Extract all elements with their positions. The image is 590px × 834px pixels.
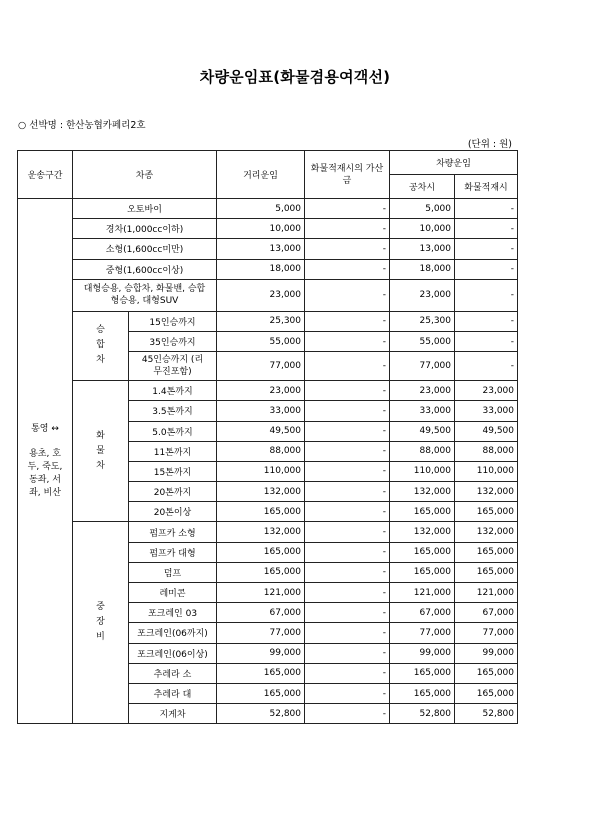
cargo-surcharge: -: [305, 352, 390, 381]
loaded-fare: -: [455, 352, 518, 381]
header-distance-fare: 거리운임: [217, 151, 305, 199]
distance-fare: 88,000: [217, 441, 305, 461]
cargo-surcharge: -: [305, 199, 390, 219]
table-row: [18, 219, 518, 239]
unit-note: (단위 : 원): [467, 139, 512, 150]
vehicle-name: 15인승까지: [129, 311, 217, 331]
loaded-fare: 67,000: [455, 603, 518, 623]
loaded-fare: 52,800: [455, 704, 518, 724]
distance-fare: 55,000: [217, 331, 305, 351]
empty-fare: 165,000: [390, 562, 455, 582]
vehicle-name: 소형(1,600cc미만): [73, 239, 217, 259]
distance-fare: 165,000: [217, 663, 305, 683]
vessel-name: ○ 선박명 : 한산농협카페리2호: [18, 120, 146, 131]
cargo-surcharge: -: [305, 441, 390, 461]
header-loaded: 화물적재시: [455, 175, 518, 199]
distance-fare: 18,000: [217, 259, 305, 279]
vehicle-name: 11톤까지: [129, 441, 217, 461]
loaded-fare: 110,000: [455, 461, 518, 481]
vehicle-name: 대형승용, 승합차, 화물밴, 승합형승용, 대형SUV: [73, 279, 217, 311]
cargo-surcharge: -: [305, 331, 390, 351]
group-truck: 화 물 차: [73, 381, 129, 522]
vehicle-name: 45인승까지 (리무진포함): [129, 352, 217, 381]
empty-fare: 77,000: [390, 623, 455, 643]
table-row: [18, 259, 518, 279]
cargo-surcharge: -: [305, 381, 390, 401]
cargo-surcharge: -: [305, 583, 390, 603]
loaded-fare: -: [455, 219, 518, 239]
table-row: [18, 199, 518, 219]
cargo-surcharge: -: [305, 311, 390, 331]
distance-fare: 165,000: [217, 562, 305, 582]
distance-fare: 23,000: [217, 279, 305, 311]
empty-fare: 25,300: [390, 311, 455, 331]
empty-fare: 23,000: [390, 381, 455, 401]
loaded-fare: 132,000: [455, 482, 518, 502]
table-row: [18, 522, 518, 542]
empty-fare: 132,000: [390, 522, 455, 542]
header-cargo-surcharge: 화물적재시의 가산금: [305, 151, 390, 199]
table-row: [18, 311, 518, 331]
cargo-surcharge: -: [305, 623, 390, 643]
loaded-fare: 23,000: [455, 381, 518, 401]
cargo-surcharge: -: [305, 482, 390, 502]
table-row: [18, 381, 518, 401]
distance-fare: 77,000: [217, 623, 305, 643]
distance-fare: 77,000: [217, 352, 305, 381]
group-heavy: 중 장 비: [73, 522, 129, 724]
cargo-surcharge: -: [305, 239, 390, 259]
loaded-fare: -: [455, 279, 518, 311]
route-cell: [18, 199, 73, 724]
vehicle-name: 지게차: [129, 704, 217, 724]
loaded-fare: 165,000: [455, 542, 518, 562]
empty-fare: 88,000: [390, 441, 455, 461]
vehicle-name: 20톤까지: [129, 482, 217, 502]
distance-fare: 52,800: [217, 704, 305, 724]
document-title: 차량운임표(화물겸용여객선): [199, 68, 391, 86]
cargo-surcharge: -: [305, 522, 390, 542]
distance-fare: 67,000: [217, 603, 305, 623]
vehicle-name: 포크레인(06까지): [129, 623, 217, 643]
distance-fare: 121,000: [217, 583, 305, 603]
distance-fare: 110,000: [217, 461, 305, 481]
vehicle-name: 펌프카 대형: [129, 542, 217, 562]
vehicle-name: 15톤까지: [129, 461, 217, 481]
empty-fare: 33,000: [390, 401, 455, 421]
cargo-surcharge: -: [305, 401, 390, 421]
cargo-surcharge: -: [305, 461, 390, 481]
table-row: [18, 279, 518, 311]
vehicle-name: 3.5톤까지: [129, 401, 217, 421]
cargo-surcharge: -: [305, 259, 390, 279]
cargo-surcharge: -: [305, 704, 390, 724]
vehicle-name: 덤프: [129, 562, 217, 582]
vehicle-name: 펌프카 소형: [129, 522, 217, 542]
vehicle-name: 1.4톤까지: [129, 381, 217, 401]
vehicle-name: 레미콘: [129, 583, 217, 603]
loaded-fare: 99,000: [455, 643, 518, 663]
distance-fare: 132,000: [217, 522, 305, 542]
vehicle-name: 포크레인(06이상): [129, 643, 217, 663]
distance-fare: 13,000: [217, 239, 305, 259]
empty-fare: 18,000: [390, 259, 455, 279]
cargo-surcharge: -: [305, 542, 390, 562]
loaded-fare: 121,000: [455, 583, 518, 603]
empty-fare: 77,000: [390, 352, 455, 381]
cargo-surcharge: -: [305, 643, 390, 663]
empty-fare: 52,800: [390, 704, 455, 724]
cargo-surcharge: -: [305, 663, 390, 683]
vehicle-name: 추레라 소: [129, 663, 217, 683]
empty-fare: 5,000: [390, 199, 455, 219]
empty-fare: 165,000: [390, 683, 455, 703]
empty-fare: 13,000: [390, 239, 455, 259]
vehicle-name: 오토바이: [73, 199, 217, 219]
loaded-fare: 165,000: [455, 502, 518, 522]
empty-fare: 55,000: [390, 331, 455, 351]
group-bus: 승 합 차: [73, 311, 129, 380]
loaded-fare: 88,000: [455, 441, 518, 461]
route-label: 통영 ↔: [31, 423, 59, 434]
loaded-fare: 49,500: [455, 421, 518, 441]
loaded-fare: 165,000: [455, 683, 518, 703]
vehicle-name: 추레라 대: [129, 683, 217, 703]
loaded-fare: -: [455, 331, 518, 351]
header-vehicle-fare: 차량운임: [390, 151, 518, 175]
loaded-fare: 165,000: [455, 663, 518, 683]
cargo-surcharge: -: [305, 502, 390, 522]
distance-fare: 23,000: [217, 381, 305, 401]
cargo-surcharge: -: [305, 421, 390, 441]
vehicle-name: 포크레인 03: [129, 603, 217, 623]
distance-fare: 25,300: [217, 311, 305, 331]
vehicle-name: 중형(1,600cc이상): [73, 259, 217, 279]
loaded-fare: 132,000: [455, 522, 518, 542]
vehicle-name: 20톤이상: [129, 502, 217, 522]
distance-fare: 10,000: [217, 219, 305, 239]
empty-fare: 165,000: [390, 542, 455, 562]
vehicle-name: 35인승까지: [129, 331, 217, 351]
empty-fare: 165,000: [390, 502, 455, 522]
empty-fare: 110,000: [390, 461, 455, 481]
vehicle-name: 경차(1,000cc이하): [73, 219, 217, 239]
cargo-surcharge: -: [305, 279, 390, 311]
empty-fare: 49,500: [390, 421, 455, 441]
cargo-surcharge: -: [305, 683, 390, 703]
distance-fare: 33,000: [217, 401, 305, 421]
distance-fare: 49,500: [217, 421, 305, 441]
empty-fare: 67,000: [390, 603, 455, 623]
distance-fare: 99,000: [217, 643, 305, 663]
empty-fare: 99,000: [390, 643, 455, 663]
loaded-fare: 33,000: [455, 401, 518, 421]
table-row: [18, 239, 518, 259]
cargo-surcharge: -: [305, 219, 390, 239]
distance-fare: 165,000: [217, 542, 305, 562]
header-vehicle-type: 차종: [73, 151, 217, 199]
header-empty: 공차시: [390, 175, 455, 199]
distance-fare: 165,000: [217, 502, 305, 522]
empty-fare: 132,000: [390, 482, 455, 502]
header-section: 운송구간: [18, 151, 73, 199]
empty-fare: 10,000: [390, 219, 455, 239]
loaded-fare: -: [455, 311, 518, 331]
cargo-surcharge: -: [305, 603, 390, 623]
empty-fare: 23,000: [390, 279, 455, 311]
loaded-fare: 165,000: [455, 562, 518, 582]
vehicle-name: 5.0톤까지: [129, 421, 217, 441]
loaded-fare: -: [455, 259, 518, 279]
cargo-surcharge: -: [305, 562, 390, 582]
empty-fare: 121,000: [390, 583, 455, 603]
loaded-fare: -: [455, 199, 518, 219]
destinations-label: 용초, 호두, 죽도, 동좌, 서좌, 비산: [27, 448, 63, 498]
distance-fare: 132,000: [217, 482, 305, 502]
empty-fare: 165,000: [390, 663, 455, 683]
loaded-fare: 77,000: [455, 623, 518, 643]
distance-fare: 165,000: [217, 683, 305, 703]
loaded-fare: -: [455, 239, 518, 259]
distance-fare: 5,000: [217, 199, 305, 219]
fare-table: [17, 150, 518, 724]
